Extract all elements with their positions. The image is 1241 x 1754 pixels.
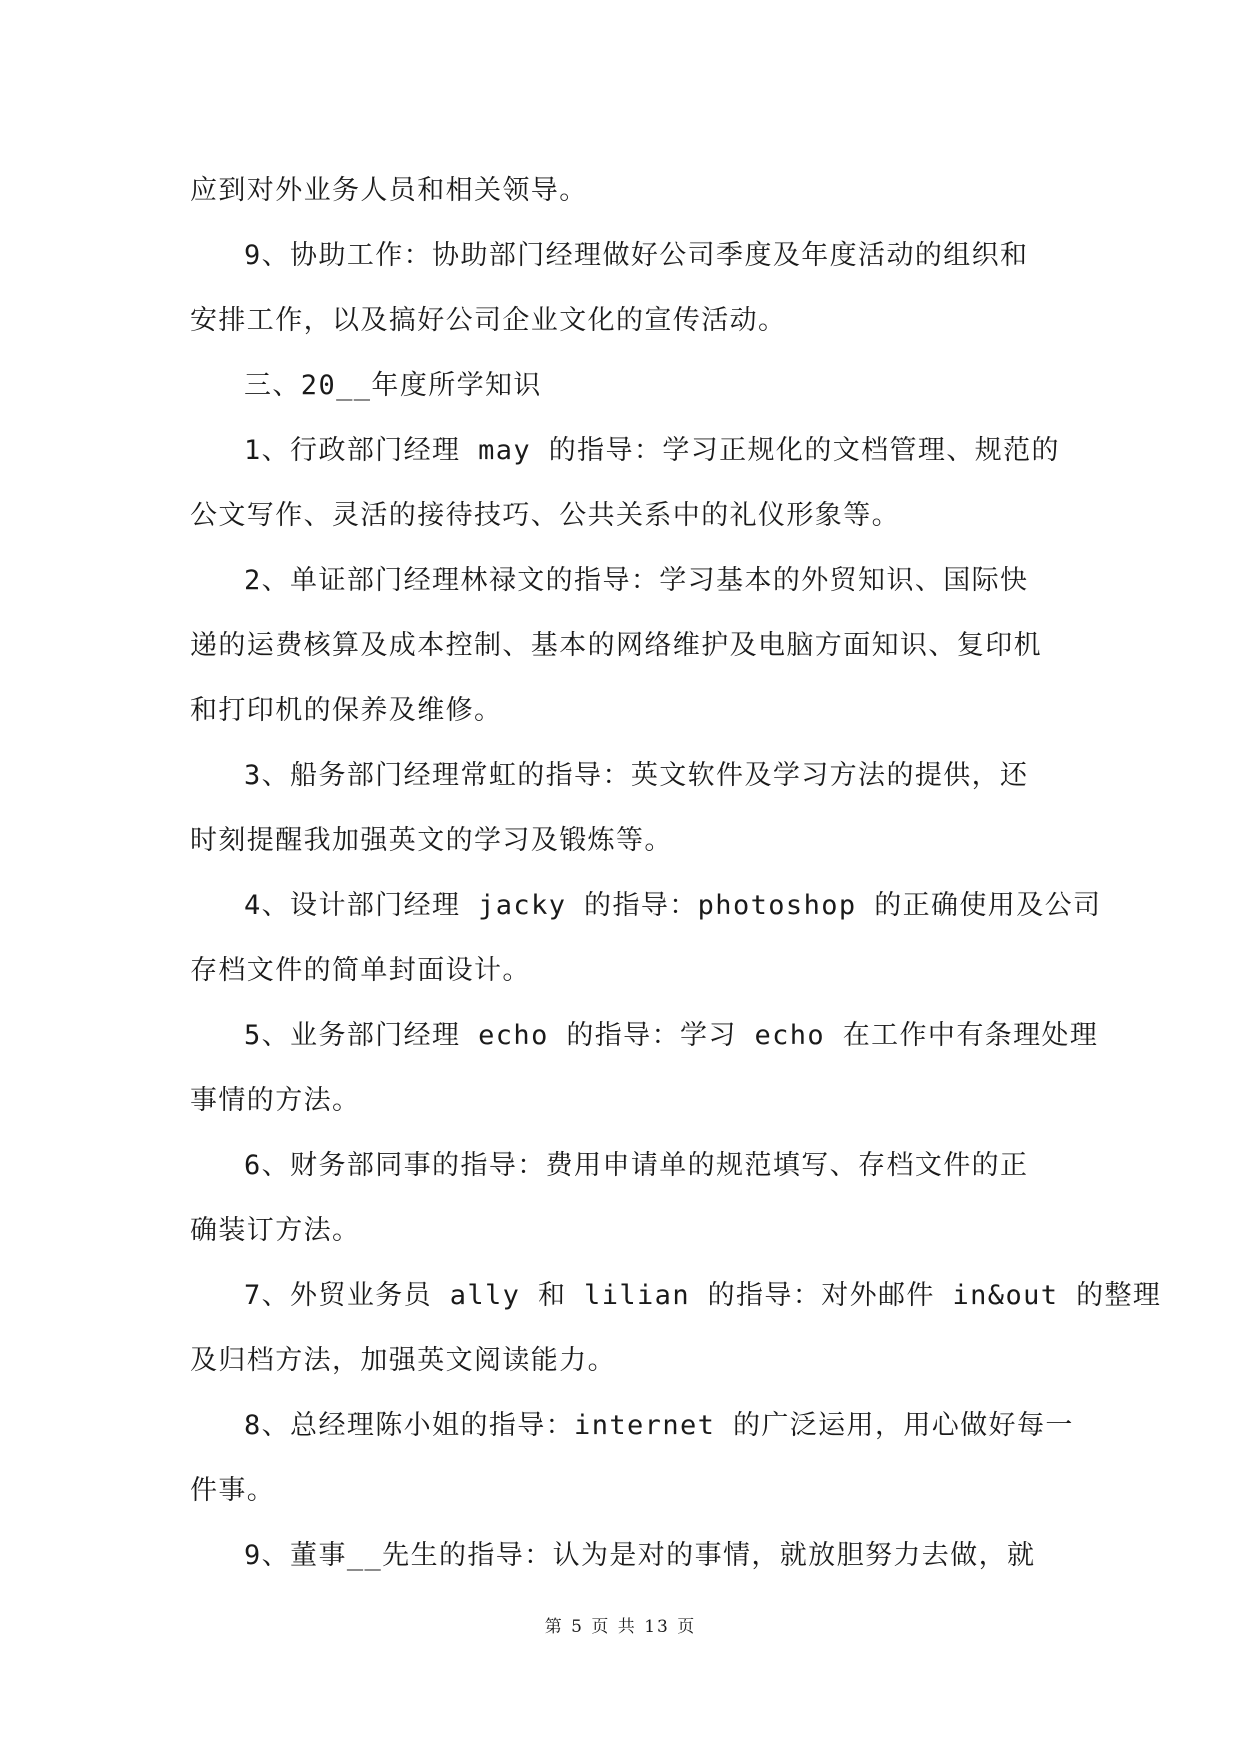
text-line: 安排工作，以及搞好公司企业文化的宣传活动。 [190,305,787,336]
text-line: 9、董事__先生的指导：认为是对的事情，就放胆努力去做，就 [244,1540,1036,1571]
text-line: 公文写作、灵活的接待技巧、公共关系中的礼仪形象等。 [190,500,900,531]
text-line: 及归档方法，加强英文阅读能力。 [190,1345,616,1376]
text-line: 事情的方法。 [190,1085,361,1116]
text-line: 7、外贸业务员 ally 和 lilian 的指导：对外邮件 in&out 的整理 [244,1280,1162,1311]
body-text [190,158,1162,1588]
text-line: 存档文件的简单封面设计。 [190,955,531,986]
text-line: 和打印机的保养及维修。 [190,695,503,726]
text-line: 时刻提醒我加强英文的学习及锻炼等。 [190,825,673,856]
page-number-footer: 第 5 页 共 13 页 [544,1617,697,1637]
text-line: 件事。 [190,1475,276,1506]
text-line: 2、单证部门经理林禄文的指导：学习基本的外贸知识、国际快 [244,565,1029,596]
text-line: 5、业务部门经理 echo 的指导：学习 echo 在工作中有条理处理 [244,1020,1099,1051]
text-line: 4、设计部门经理 jacky 的指导：photoshop 的正确使用及公司 [244,890,1102,921]
text-line: 3、船务部门经理常虹的指导：英文软件及学习方法的提供，还 [244,760,1029,791]
text-line: 应到对外业务人员和相关领导。 [190,175,588,206]
text-line: 6、财务部同事的指导：费用申请单的规范填写、存档文件的正 [244,1150,1029,1181]
text-line: 1、行政部门经理 may 的指导：学习正规化的文档管理、规范的 [244,435,1060,466]
section-heading: 三、20__年度所学知识 [244,370,542,401]
text-line: 确装订方法。 [190,1215,361,1246]
text-line: 9、协助工作：协助部门经理做好公司季度及年度活动的组织和 [244,240,1029,271]
text-line: 递的运费核算及成本控制、基本的网络维护及电脑方面知识、复印机 [190,630,1042,661]
text-line: 8、总经理陈小姐的指导：internet 的广泛运用，用心做好每一 [244,1410,1074,1441]
